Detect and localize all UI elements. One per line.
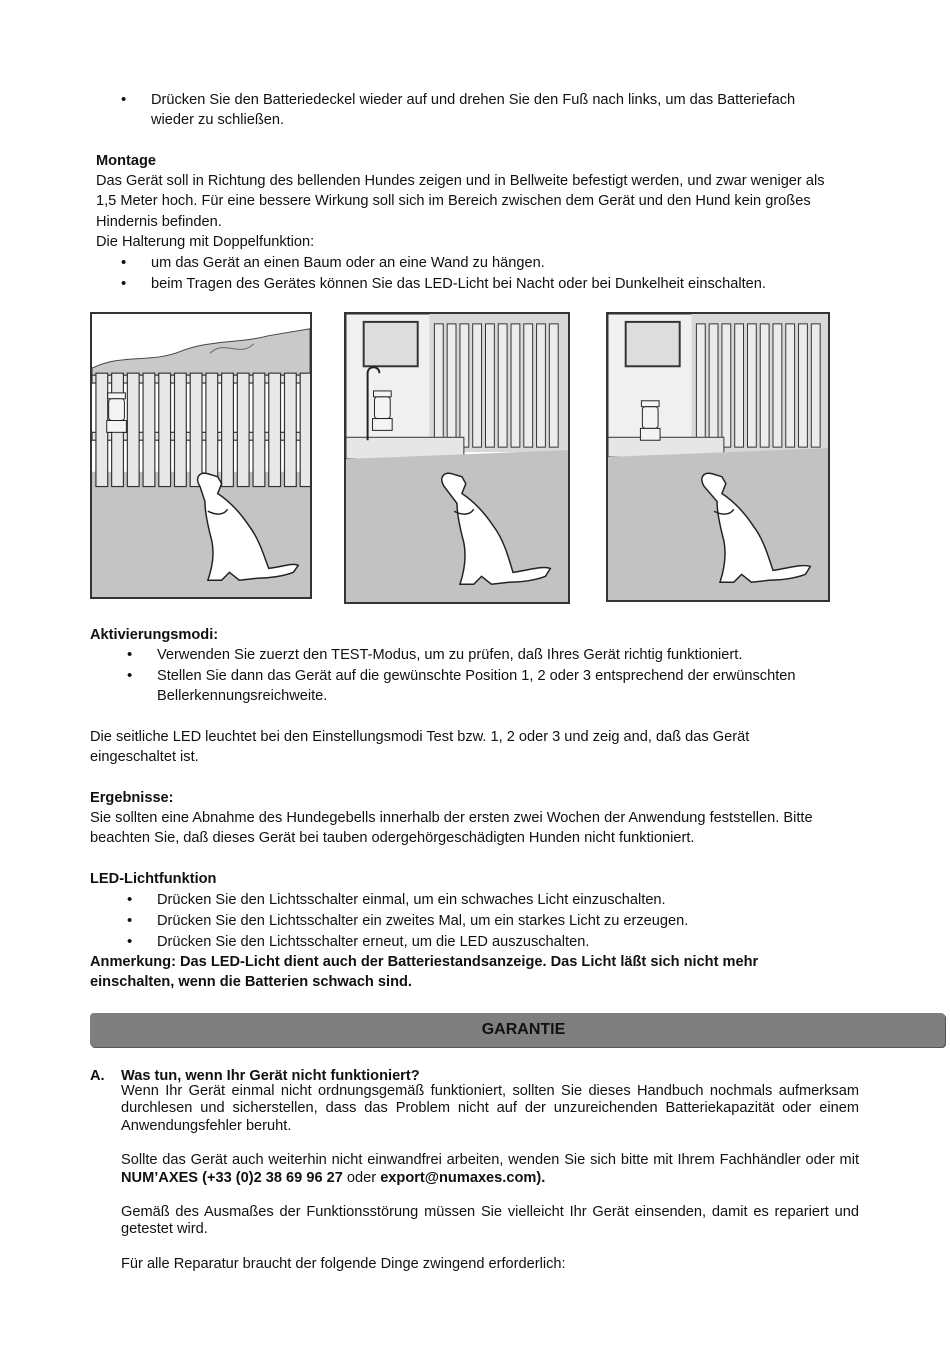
aktivierung-bullet-2-line2: Bellerkennungsreichweite. bbox=[157, 688, 328, 705]
ergebnisse-line2: beachten Sie, daß dieses Gerät bei tauben odergehörgeschädigten Hunden nicht funktioniert. bbox=[90, 830, 695, 847]
aktivierung-bullet-1: • Verwenden Sie zuerzt den TEST-Modus, um zu prüfen, daß Ihres Gerät richtig funktioniert. bbox=[157, 645, 742, 665]
aktivierung-bullet-2-line1: Stellen Sie dann das Gerät auf die gewünschte Position 1, 2 oder 3 entsprechend der erwünschten bbox=[157, 668, 796, 684]
illustration-fence-mount bbox=[90, 312, 312, 599]
holder-intro: Die Halterung mit Doppelfunktion: bbox=[96, 234, 315, 251]
garantie-item-heading: Was tun, wenn Ihr Gerät nicht funktioniert? bbox=[121, 1068, 420, 1084]
led-indicator-paragraph bbox=[90, 727, 749, 768]
top-bullet-line1: Drücken Sie den Batteriedeckel wieder auf und drehen Sie den Fuß nach links, um das Batteriefach bbox=[151, 92, 796, 108]
garantie-para-2 bbox=[121, 1152, 859, 1187]
wall-mount-drawing bbox=[608, 314, 828, 600]
post-mount-drawing bbox=[346, 314, 568, 602]
ergebnisse-paragraph bbox=[90, 808, 813, 849]
ergebnisse-line1: Sie sollten eine Abnahme des Hundegebells innerhalb der ersten zwei Wochen der Anwendung feststellen. Bitte bbox=[90, 810, 813, 826]
garantie-para-4: Für alle Reparatur braucht der folgende Dinge zwingend erforderlich: bbox=[121, 1255, 566, 1272]
illustration-post-mount bbox=[344, 312, 570, 604]
company-contact: NUM’AXES (+33 (0)2 38 69 96 27 bbox=[121, 1169, 343, 1186]
garantie-para-2-prefix: Sollte das Gerät auch weiterhin nicht einwandfrei arbeiten, wenden Sie sich bitte mit Ihrem Fachhändler oder mit bbox=[121, 1152, 859, 1169]
garantie-section-header bbox=[90, 1013, 945, 1047]
garantie-body bbox=[121, 1083, 859, 1273]
aktivierung-bullet-2 bbox=[157, 666, 795, 707]
montage-heading: Montage bbox=[96, 153, 156, 169]
montage-bullet-1: • um das Gerät an einen Baum oder an eine Wand zu hängen. bbox=[151, 253, 545, 273]
led-licht-bullet-3: • Drücken Sie den Lichtsschalter erneut, um die LED auszuschalten. bbox=[157, 932, 589, 952]
montage-line-2: 1,5 Meter hoch. Für eine bessere Wirkung soll sich im Bereich zwischen dem Gerät und den Hund kein großes bbox=[96, 193, 811, 210]
garantie-title: GARANTIE bbox=[481, 1021, 566, 1038]
montage-line-3: Hindernis befinden. bbox=[96, 213, 222, 230]
led-licht-heading: LED-Lichtfunktion bbox=[90, 871, 217, 887]
aktivierung-heading: Aktivierungsmodi: bbox=[90, 627, 219, 643]
fence-mount-drawing bbox=[92, 314, 310, 597]
ergebnisse-heading: Ergebnisse: bbox=[90, 790, 174, 806]
top-bullet-line2: wieder zu schließen. bbox=[151, 112, 285, 129]
montage-line-1: Das Gerät soll in Richtung des bellenden Hundes zeigen und in Bellweite befestigt werden, und zwar weniger als bbox=[96, 173, 825, 189]
garantie-para-3: Gemäß des Ausmaßes der Funktionsstörung müssen Sie vielleicht Ihr Gerät einsenden, damit es repariert und getestet wird. bbox=[121, 1204, 859, 1238]
led-indicator-line2: eingeschaltet ist. bbox=[90, 749, 199, 766]
led-licht-note-line2: einschalten, wenn die Batterien schwach sind. bbox=[90, 974, 412, 991]
illustration-wall-mount bbox=[606, 312, 830, 602]
led-indicator-line1: Die seitliche LED leuchtet bei den Einstellungsmodi Test bzw. 1, 2 oder 3 und zeig and, daß das Gerät bbox=[90, 729, 750, 745]
led-licht-bullet-1: • Drücken Sie den Lichtsschalter einmal, um ein schwaches Licht einzuschalten. bbox=[157, 890, 666, 910]
led-licht-note bbox=[90, 952, 758, 993]
montage-bullet-2: • beim Tragen des Gerätes können Sie das LED-Licht bei Nacht oder bei Dunkelheit einschalten. bbox=[151, 274, 766, 294]
contact-email: export@numaxes.com). bbox=[380, 1169, 546, 1186]
led-licht-bullet-2: • Drücken Sie den Lichtsschalter ein zweites Mal, um ein starkes Licht zu erzeugen. bbox=[157, 911, 688, 931]
top-bullet-item bbox=[151, 90, 795, 131]
led-licht-note-line1: Anmerkung: Das LED-Licht dient auch der Batteriestandsanzeige. Das Licht läßt sich nicht mehr bbox=[90, 954, 759, 970]
garantie-item-marker: A. bbox=[90, 1068, 105, 1084]
garantie-para-1: Wenn Ihr Gerät einmal nicht ordnungsgemäß funktioniert, sollten Sie dieses Handbuch nochmals aufmerksam durchlesen und sicherstellen, dass das Problem nicht auf der unzureichenden Batteriekapazität oder einem Anwendungsfehler beruht. bbox=[121, 1083, 859, 1134]
garantie-para-2-mid: oder bbox=[342, 1169, 381, 1186]
montage-paragraph bbox=[96, 171, 825, 253]
